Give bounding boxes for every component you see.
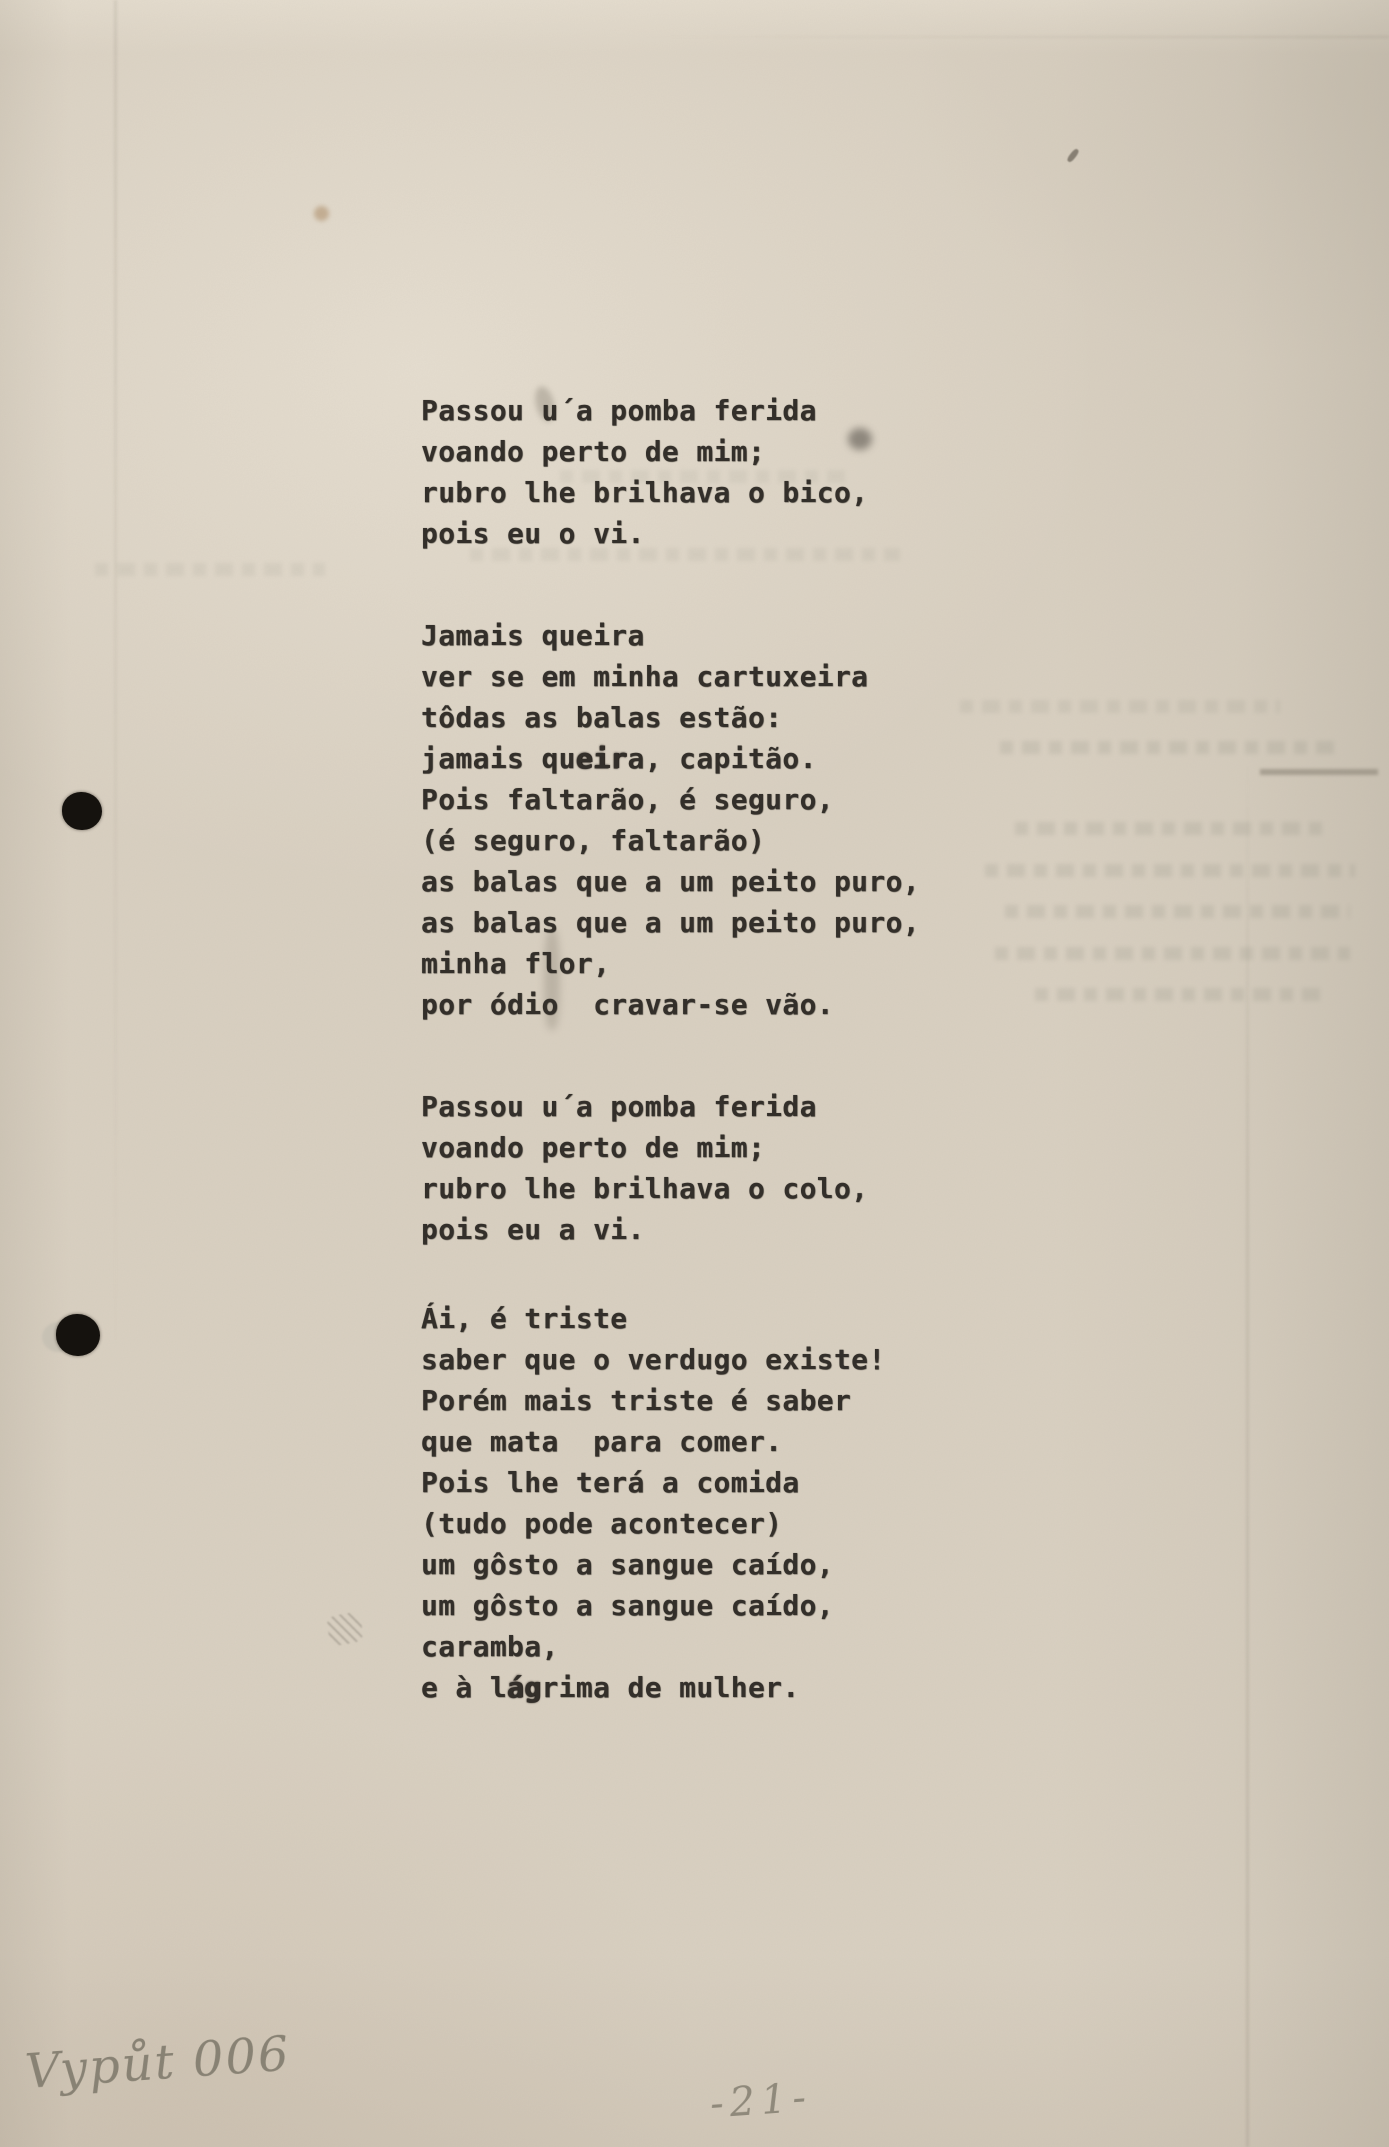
poem-line: que mata para comer. (421, 1425, 783, 1458)
poem-line: um gôsto a sangue caído, (421, 1589, 834, 1622)
poem-line: Passou u´a pomba ferida (421, 1090, 817, 1123)
poem-line: Ái, é triste (421, 1302, 628, 1335)
poem-line: tôdas as balas estão: (421, 701, 783, 734)
page-number: -21- (708, 2074, 814, 2128)
stanza (421, 1298, 920, 1708)
poem-line: (tudo pode acontecer) (421, 1507, 783, 1540)
poem-line: rubro lhe brilhava o colo, (421, 1172, 869, 1205)
poem-line: as balas que a um peito puro, (421, 865, 921, 898)
stanza (421, 1086, 920, 1250)
poem-line: caramba, (421, 1630, 559, 1663)
poem-line: por ódio cravar-se vão. (421, 988, 834, 1021)
stanza (421, 615, 920, 1025)
poem-line: jamais queira, capitão. (421, 742, 817, 775)
poem-line: (é seguro, faltarão) (421, 824, 766, 857)
poem-line: ver se em minha cartuxeira (421, 660, 869, 693)
poem-line: Porém mais triste é saber (421, 1384, 852, 1417)
poem-line: pois eu o vi. (421, 517, 645, 550)
poem-line: um gôsto a sangue caído, (421, 1548, 834, 1581)
poem-line: as balas que a um peito puro, (421, 906, 921, 939)
poem-line: pois eu a vi. (421, 1213, 645, 1246)
poem-line: Passou u´a pomba ferida (421, 394, 817, 427)
poem-line: rubro lhe brilhava o bico, (421, 476, 869, 509)
poem-line: Pois faltarão, é seguro, (421, 783, 834, 816)
poem-line: e à lágrima de mulher. (421, 1671, 800, 1704)
hole-punch (56, 1314, 100, 1356)
stanza (421, 390, 920, 554)
poem-line: Pois lhe terá a comida (421, 1466, 800, 1499)
poem-line: minha flor, (421, 947, 611, 980)
hole-punch (62, 792, 102, 830)
poem-line: voando perto de mim; (421, 1131, 766, 1164)
poem-line: saber que o verdugo existe! (421, 1343, 886, 1376)
handwritten-note: Vypůt 006 (23, 2025, 293, 2101)
poem-line: Jamais queira (421, 619, 645, 652)
poem-line: voando perto de mim; (421, 435, 766, 468)
poem (421, 390, 920, 1708)
